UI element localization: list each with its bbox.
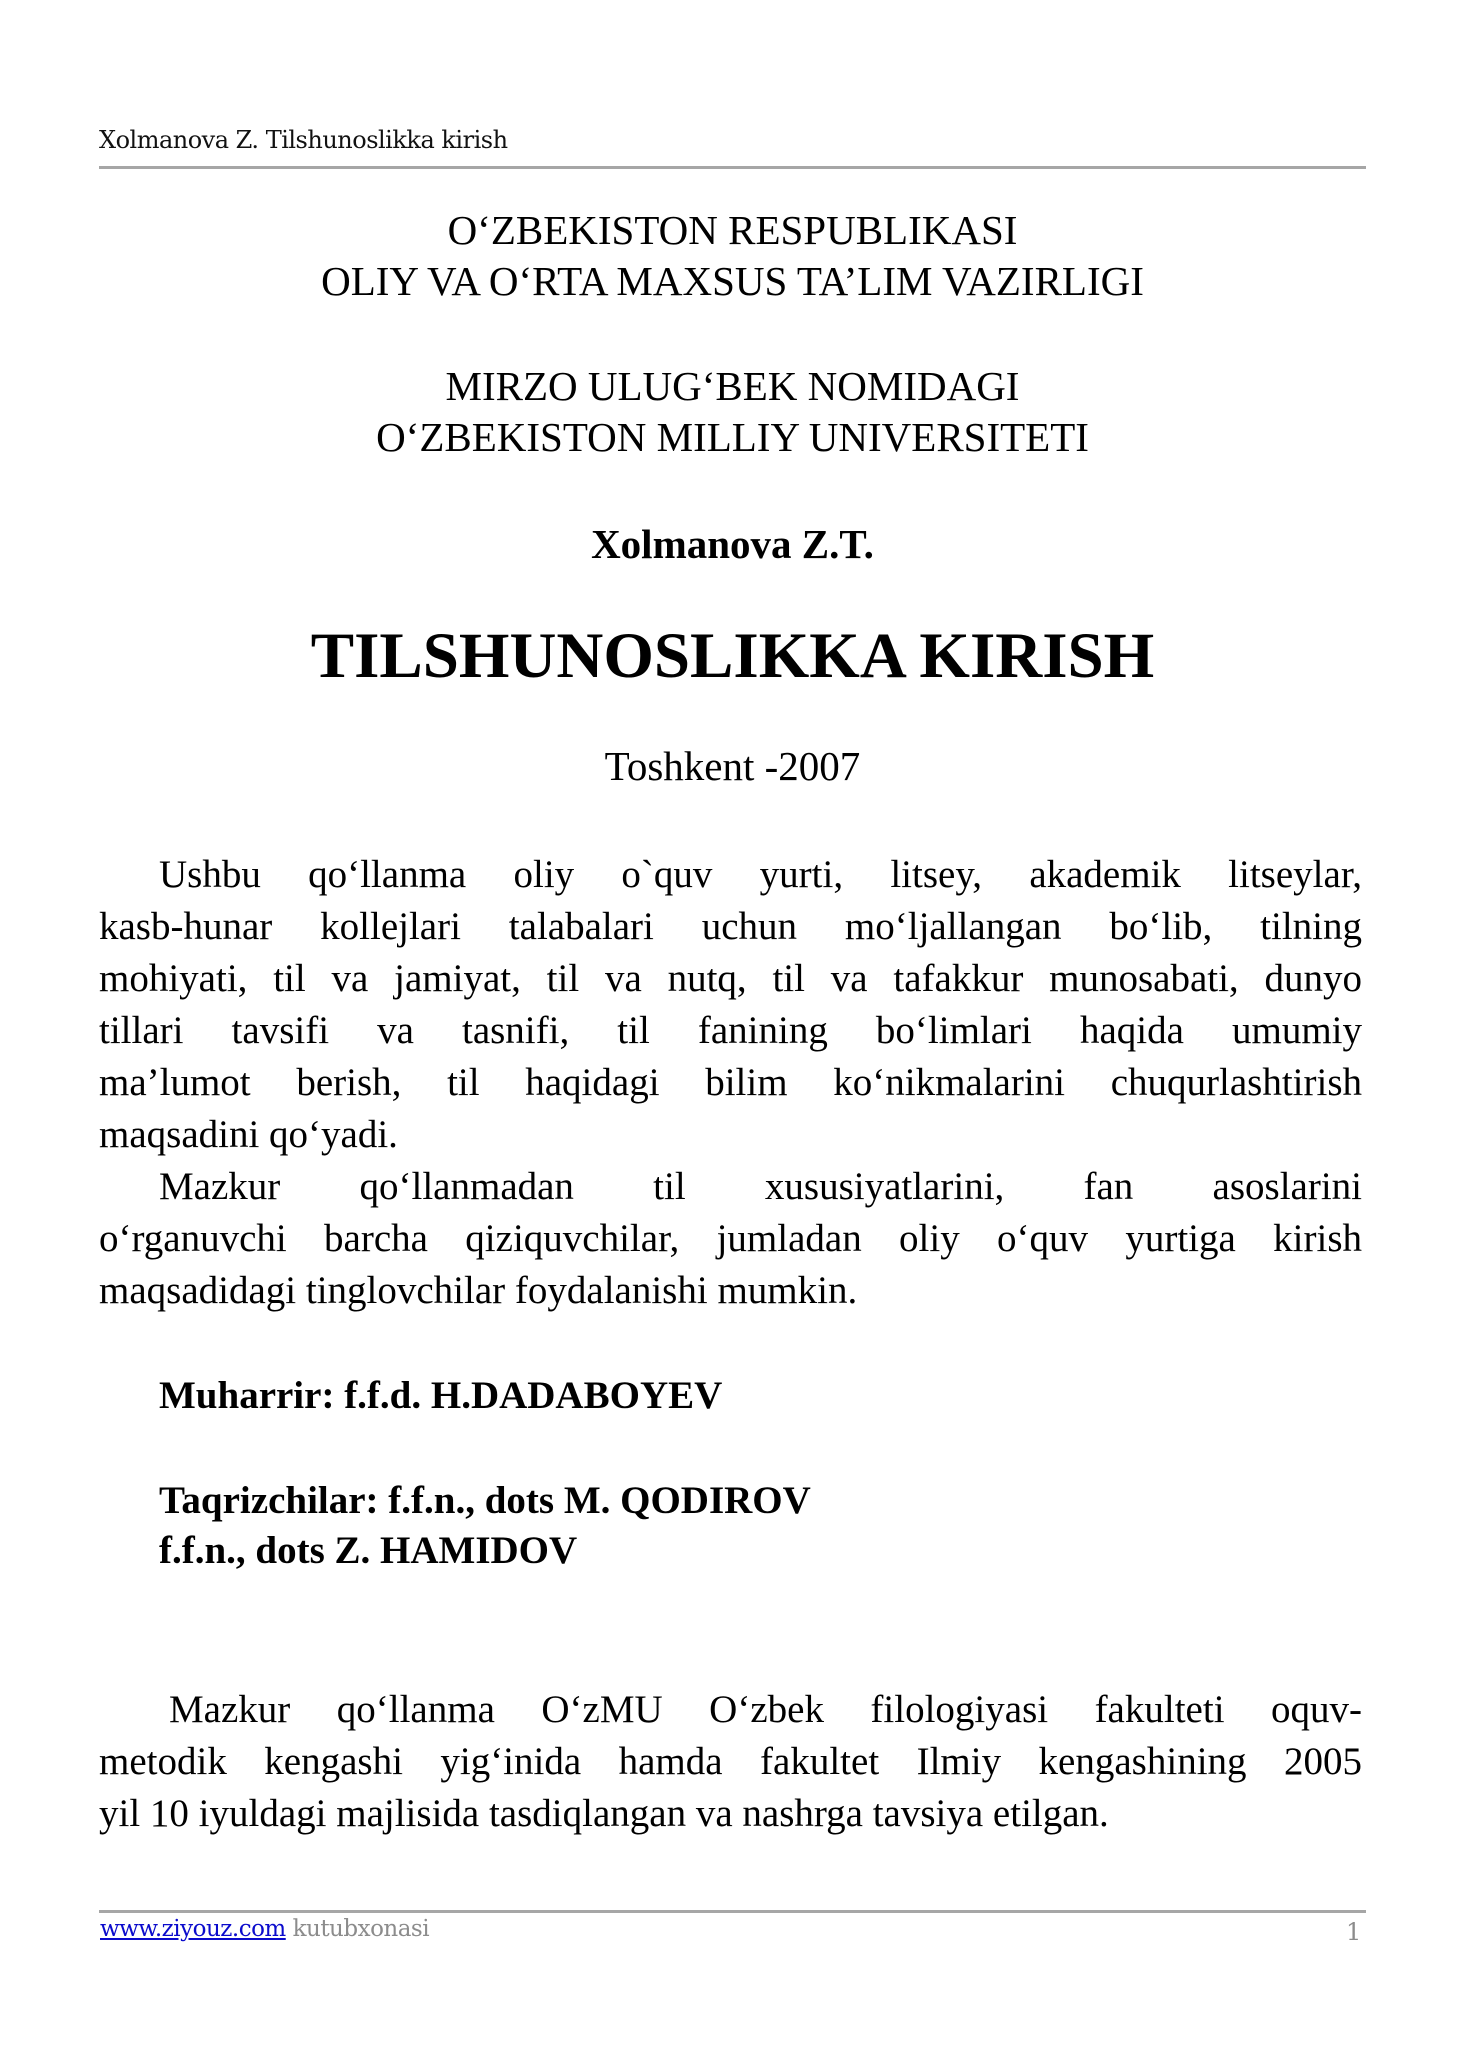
institution-line-1: O‘ZBEKISTON RESPUBLIKASI: [447, 207, 1018, 253]
institution-line-2: OLIY VA O‘RTA MAXSUS TA’LIM VAZIRLIGI: [321, 258, 1144, 304]
approval-line: yil 10 iyuldagi majlisida tasdiqlangan va nashrga tavsiya etilgan.: [99, 1792, 1109, 1835]
abstract-line: maqsadidagi tinglovchilar foydalanishi mumkin.: [99, 1269, 858, 1312]
footer-suffix: kutubxonasi: [292, 1916, 430, 1942]
header-rule: [99, 166, 1366, 169]
abstract-line: ma’lumot berish, til haqidagi bilim ko‘nikmalarini chuqurlashtirish: [99, 1061, 1362, 1104]
abstract-line: Mazkur qo‘llanmadan til xususiyatlarini, fan asoslarini: [159, 1165, 1362, 1208]
abstract-line: tillari tavsifi va tasnifi, til fanining bo‘limlari haqida umumiy: [99, 1009, 1362, 1052]
running-header: Xolmanova Z. Tilshunoslikka kirish: [99, 126, 508, 154]
book-title: TILSHUNOSLIKKA KIRISH: [310, 620, 1155, 692]
footer-rule: [99, 1910, 1366, 1913]
reviewers-credit: Taqrizchilar: f.f.n., dots M. QODIROV: [159, 1479, 811, 1522]
author-name: Xolmanova Z.T.: [591, 521, 874, 567]
editor-credit: Muharrir: f.f.d. H.DADABOYEV: [159, 1374, 723, 1417]
abstract-line: mohiyati, til va jamiyat, til va nutq, til va tafakkur munosabati, dunyo: [99, 957, 1362, 1000]
page-number: 1: [1346, 1918, 1362, 1946]
institution-line-3: MIRZO ULUG‘BEK NOMIDAGI: [445, 363, 1020, 409]
abstract-line: maqsadini qo‘yadi.: [99, 1113, 398, 1156]
abstract-line: o‘rganuvchi barcha qiziquvchilar, jumladan oliy o‘quv yurtiga kirish: [99, 1217, 1362, 1260]
reviewers-credit-continued: f.f.n., dots Z. HAMIDOV: [159, 1529, 578, 1572]
place-year: Toshkent -2007: [604, 743, 861, 789]
approval-line: metodik kengashi yig‘inida hamda fakultet Ilmiy kengashining 2005: [99, 1740, 1362, 1783]
approval-line: Mazkur qo‘llanma O‘zMU O‘zbek filologiyasi fakulteti oquv-: [169, 1688, 1362, 1731]
footer-source: [100, 1916, 429, 1942]
abstract-line: kasb-hunar kollejlari talabalari uchun mo‘ljallangan bo‘lib, tilning: [99, 905, 1362, 948]
institution-line-4: O‘ZBEKISTON MILLIY UNIVERSITETI: [376, 414, 1089, 460]
ziyouz-link[interactable]: www.ziyouz.com: [100, 1916, 286, 1942]
abstract-line: Ushbu qo‘llanma oliy o`quv yurti, litsey, akademik litseylar,: [159, 853, 1362, 896]
